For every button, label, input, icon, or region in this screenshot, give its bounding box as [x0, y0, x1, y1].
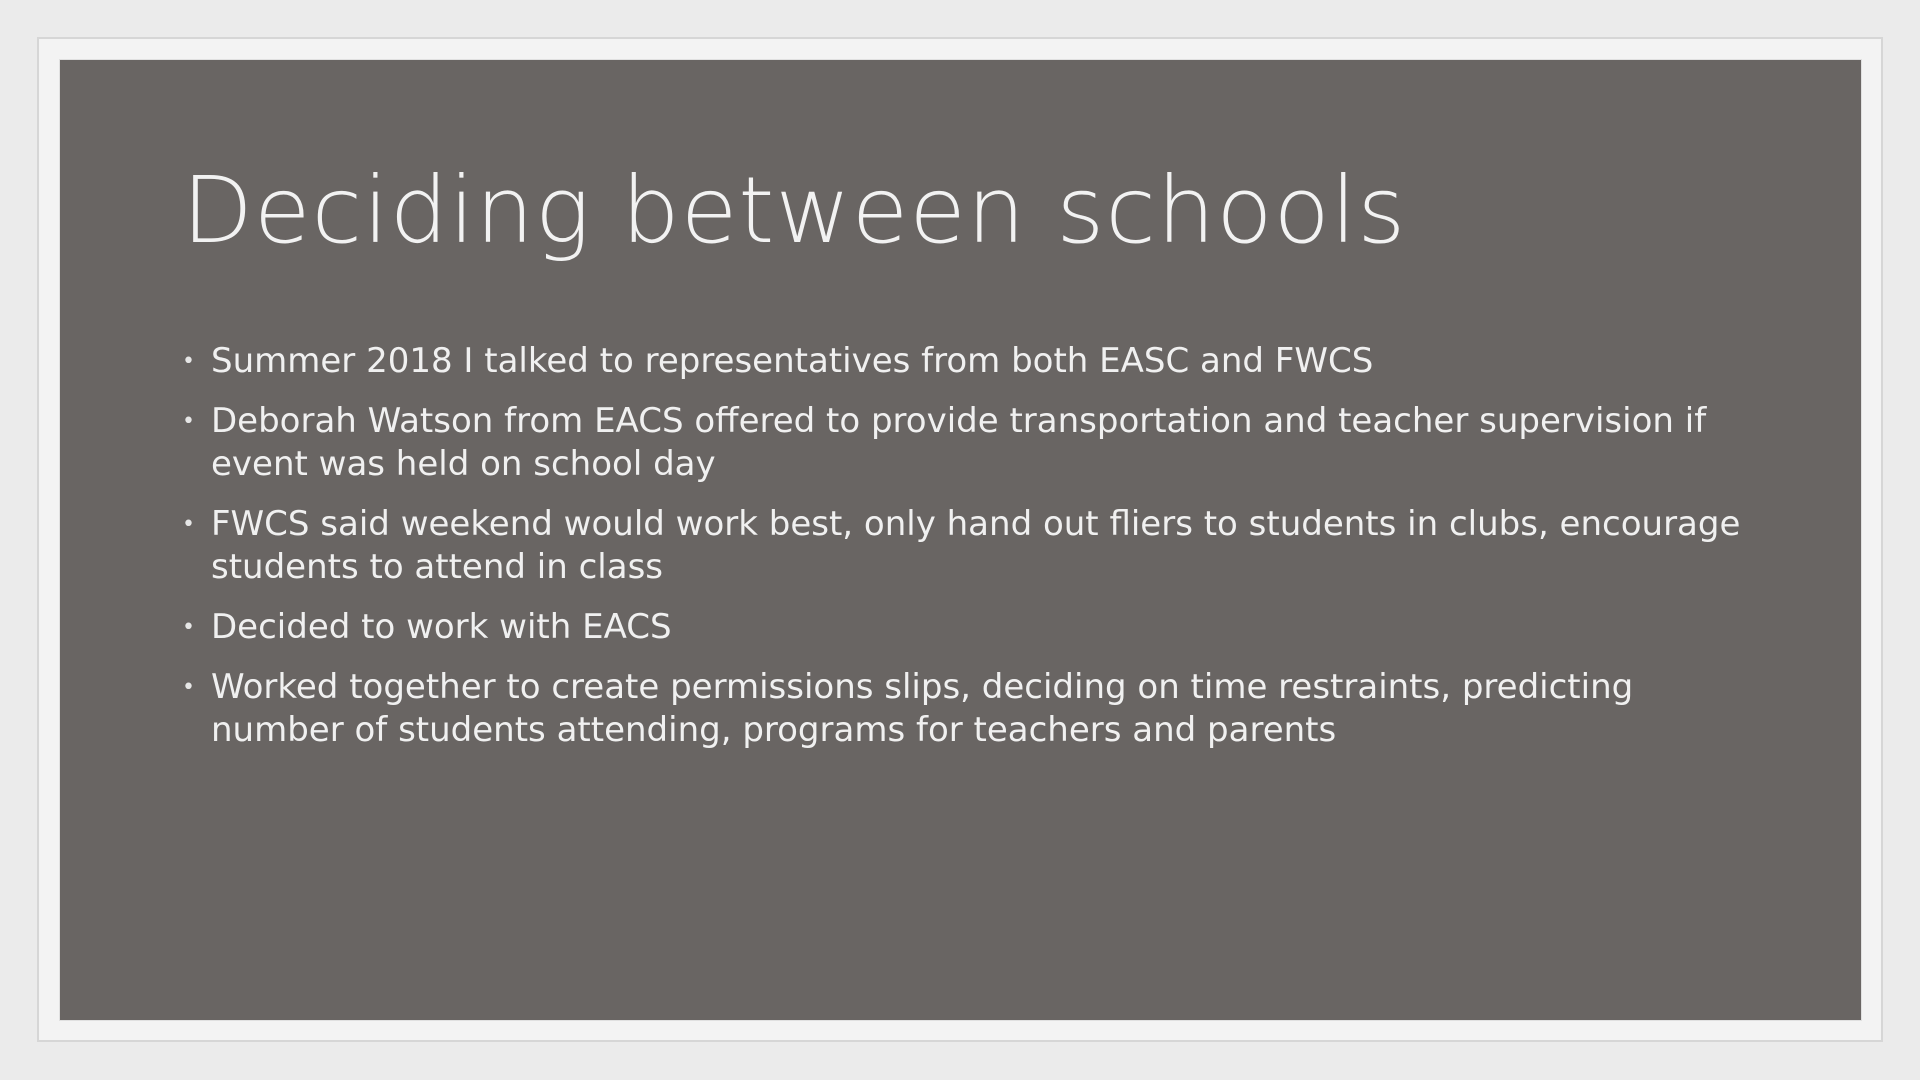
bullet-item — [182, 340, 1742, 383]
bullet-item — [182, 503, 1742, 589]
bullet-text: Deborah Watson from EACS offered to provide transportation and teacher supervision if event was held on school day — [211, 401, 1707, 484]
bullet-item — [182, 400, 1742, 486]
bullet-text: FWCS said weekend would work best, only hand out fliers to students in clubs, encourage students to attend in class — [211, 504, 1741, 587]
bullet-dot-icon: • — [182, 349, 195, 374]
bullet-item — [182, 666, 1742, 752]
bullet-dot-icon: • — [182, 675, 195, 700]
slide-title: Deciding between schools — [182, 157, 1407, 264]
slide — [59, 59, 1862, 1021]
bullet-text: Decided to work with EACS — [211, 607, 672, 647]
bullet-item — [182, 606, 1742, 649]
bullet-text: Summer 2018 I talked to representatives from both EASC and FWCS — [211, 341, 1374, 381]
bullet-list — [182, 340, 1742, 769]
bullet-text: Worked together to create permissions slips, deciding on time restraints, predicting number of students attending, programs for teachers and parents — [211, 667, 1634, 750]
bullet-dot-icon: • — [182, 615, 195, 640]
bullet-dot-icon: • — [182, 409, 195, 434]
bullet-dot-icon: • — [182, 512, 195, 537]
